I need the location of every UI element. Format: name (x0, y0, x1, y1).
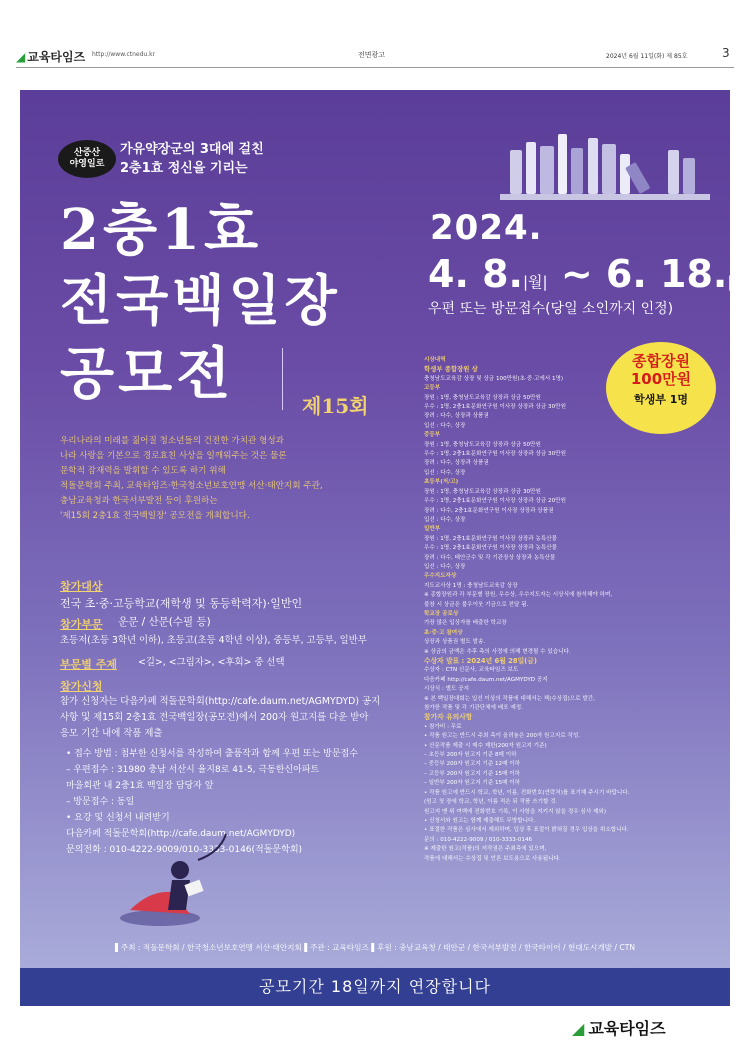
logo-mark-icon: ◢ (16, 50, 26, 64)
apply-line: 참가 신청자는 다음카페 적돌문학회(http://cafe.daum.net/AGMYDYD) 공지 (60, 696, 381, 707)
method-line: • 요강 및 신청서 내려받기 (66, 813, 170, 823)
date-separator: ~ (560, 252, 593, 296)
award-line: • 산문작품 제출 시 매수 제한(200자 원고지 기준) (424, 742, 547, 749)
method-line: – 방문접수 : 동일 (66, 797, 135, 807)
award-line: 수상자 : CTN 신문사, 교육타임즈 보도 (424, 667, 519, 674)
tagline-line-2: 2충1효 정신을 기리는 (120, 161, 248, 176)
award-line: 일반부 (424, 526, 441, 533)
reading-person-illustration (120, 830, 230, 930)
prize-target: 학생부 1명 (634, 393, 688, 406)
theme-heading: 부문별 주제 (60, 658, 117, 671)
header-divider (16, 67, 734, 68)
header-logo (16, 48, 85, 65)
intro-line: 적돌문학회 주최, 교육타임즈·한국청소년보호연맹 서산·태안지회 주관, (60, 481, 323, 491)
award-line: 우수 : 1명, 2충1효문화연구원 이사장 상장과 농특산물 (424, 545, 558, 552)
award-line: 불참 시 상금은 불우이웃 기금으로 전달 됨. (424, 601, 529, 608)
award-line: 참가한 작품 및 각 기관단체에 배포 예정. (424, 705, 523, 712)
extension-banner: 공모기간 18일까지 연장합니다 (20, 968, 730, 1006)
award-line: 우수 : 1명, 2충1효문화연구원 이사장 상장과 상금 20만원 (424, 498, 566, 505)
target-text: 전국 초·중·고등학교(재학생 및 동등학력자)·일반인 (60, 597, 303, 610)
page-number: 3 (722, 46, 730, 60)
tagline (120, 140, 264, 178)
award-line: • 표절한 작품은 심사에서 제외하며, 입상 후 표절이 밝혀질 경우 입상을 취소합니다. (424, 827, 629, 834)
event-year: 2024. (430, 208, 543, 248)
edition-label: 제15회 (302, 394, 369, 418)
title-line-1: 2충1효 (60, 197, 263, 263)
title-divider (282, 348, 283, 410)
award-line: 시상식 : 별도 공지 (424, 686, 470, 693)
submission-method: 우편 또는 방문접수(당일 소인까지 인정) (428, 301, 674, 317)
page-header (0, 0, 750, 72)
method-line: 다음카페 적돌문학회(http://cafe.daum.net/AGMYDYD) (66, 829, 296, 839)
award-line: – 중등부 200자 원고지 기준 12매 이하 (424, 761, 521, 768)
award-line: 입선 : 다수, 상장 (424, 469, 466, 476)
award-line: 우수 : 1명, 2충1효문화연구원 이사장 상장과 상금 30만원 (424, 451, 566, 458)
header-date: 2024년 6월 11일(화) 제 85호 (606, 53, 688, 60)
award-line: • 작품 원고에 반드시 학교, 학년, 이름, 전화번호(연락처)를 표기해 주시기 바랍니다. (424, 789, 630, 796)
award-line: • 참가비 : 무료 (424, 723, 462, 730)
award-line: 장원 : 1명, 충청남도교육감 상장과 상금 50만원 (424, 394, 541, 401)
award-line: 초·중·고 참여상 (424, 629, 463, 636)
prize-label: 종합장원 (632, 352, 690, 370)
award-line: 가장 많은 입상자를 배출한 학교장 (424, 620, 507, 627)
prize-amount: 100만원 (630, 370, 692, 388)
division-heading: 참가부문 (60, 618, 103, 631)
grand-prize-badge (606, 342, 716, 434)
sponsor-line: ▌주최 : 적돌문학회 / 한국청소년보호연맹 서산·태안지회 ▌주관 : 교육타임즈 ▌후원 : 충남교육청 / 태안군 / 한국서부발전 / 한국타이어 / 현대도시개발 / CTN (114, 943, 636, 952)
header-url[interactable]: http://www.ctnedu.kr (92, 51, 156, 58)
poster (20, 90, 752, 1006)
award-line: 상장과 상품권 별도 발송. (424, 639, 486, 646)
footer-logo-text: 교육타임즈 (588, 1019, 666, 1038)
award-line: 장원 : 1명, 충청남도교육감 상장과 상금 30만원 (424, 488, 541, 495)
award-line: 다음카페 http://cafe.daum.net/AGMYDYD 공지 (424, 676, 548, 683)
award-line: ※ 제출한 원고(작품)의 저작권은 주최측에 있으며, (424, 846, 547, 853)
award-line: 수상자 발표 : 2024년 6월 28일(금) (424, 657, 537, 665)
method-line: 마을회관 내 2충1효 백일장 담당자 앞 (66, 781, 214, 791)
end-date: 6. 18. (605, 252, 728, 296)
intro-line: 문학적 잠재력을 발휘할 수 있도록 하기 위해 (60, 466, 226, 476)
award-line: 우수지도자상 (424, 573, 457, 580)
award-line: 장려 : 다수, 태안군수 및 각 기관장상 상장과 농특산물 (424, 554, 556, 561)
award-line: 초등부(저/고) (424, 479, 459, 486)
title-line-3: 공모전 (60, 341, 235, 407)
award-line: 고등부 (424, 385, 441, 392)
apply-line: 응모 기간 내에 작품 제출 (60, 728, 163, 739)
award-line: 충청남도교육감 상장 및 상금 100만원(초·중·고에서 1명) (424, 375, 564, 382)
award-line: 장원 : 1명, 충청남도교육감 상장과 상금 50만원 (424, 441, 541, 448)
award-line: 문의 : 010-4222-9009 / 010-3333-0146 (424, 836, 533, 843)
award-line: ※ 종합장원과 각 부문별 장원, 우수상, 우수지도자는 시상식에 참석해야 하며, (424, 592, 613, 599)
apply-text (60, 694, 380, 742)
intro-line: 충남교육청과 한국서부발전 등이 후원하는 (60, 496, 218, 506)
start-day: 월 (528, 273, 543, 291)
award-line: 우수 : 1명, 2충1효문화연구원 이사장 상장과 상금 30만원 (424, 404, 566, 411)
logo-mark-icon: ◢ (572, 1019, 585, 1038)
event-dates: 4. 8.|월| ~ 6. 18.|화| (428, 252, 752, 296)
books-illustration (500, 120, 710, 200)
award-line: 장원 : 1명, 2충1효문화연구원 이사장 상장과 농특산물 (424, 535, 558, 542)
award-line: – 고등부 200자 원고지 기준 15매 이하 (424, 770, 521, 777)
award-line: 중등부 (424, 432, 441, 439)
award-line: 장려 : 다수, 2충1효문화연구원 이사장 상장과 상품권 (424, 507, 554, 514)
method-line: • 접수 방법 : 첨부한 신청서를 작성하여 출품작과 함께 우편 또는 방문접수 (66, 749, 358, 759)
division-text: 초등저(초등 3학년 이하), 초등고(초등 4학년 이상), 중등부, 고등부, 일반부 (60, 635, 367, 646)
method-line: – 우편접수 : 31980 충남 서산시 율지8로 41-5, 극동한신아파트 (66, 765, 320, 775)
award-line: ※ 상금의 금액은 추후 측의 사정에 의해 변경될 수 있습니다. (424, 648, 571, 655)
theme-text: <길>, <그림자>, <후회> 중 선택 (138, 657, 285, 668)
intro-text (60, 434, 390, 524)
award-line: (원고 첫 장에 학교, 학년, 이름 적은 뒤 작품 쓰기할 것. (424, 799, 558, 806)
award-line: 장려 : 다수, 상장과 상품권 (424, 460, 489, 467)
award-line: – 초등부 200자 원고지 기준 8매 이하 (424, 752, 517, 759)
award-line: 입선 : 다수, 상장 (424, 563, 466, 570)
award-line: 학교장 공로상 (424, 610, 459, 617)
footer-logo (572, 1016, 666, 1039)
start-date: 4. 8. (428, 252, 523, 296)
award-line: ※ 본 백일장대회는 입선 이상의 작품에 대해서는 책(수상집)으로 발간, (424, 695, 595, 702)
division-sub: 운문 / 산문(수필 등) (118, 616, 211, 628)
award-line: 시상내역 (424, 357, 446, 363)
intro-line: 우리나라의 미래를 짊어질 청소년들의 건전한 가치관 형성과 (60, 436, 284, 446)
target-heading: 참가대상 (60, 580, 103, 593)
award-line: • 신청서와 원고는 함께 제출해도 무방합니다. (424, 817, 536, 824)
award-line: 작품에 대해서는 수상집 및 언론 보도용으로 사용됩니다. (424, 855, 561, 862)
award-line: 장려 : 다수, 상장과 상품권 (424, 413, 489, 420)
award-line: 원고지 맨 위 여백에 전화번호 기록, 이 사항을 지키지 않을 경우 심사 제외) (424, 808, 607, 815)
award-line: 학생부 종합장원 상 (424, 365, 478, 374)
intro-line: '제15회 2충1효 전국백일장' 공모전을 개최합니다. (60, 511, 250, 521)
award-line: – 일반부 200자 원고지 기준 15매 이하 (424, 780, 521, 787)
award-line: 지도교사상 1명 : 충청남도교육감 상장 (424, 582, 518, 589)
apply-heading: 참가신청 (60, 680, 103, 693)
method-line: 문의전화 : 010-4222-9009/010-3333-0146(적돌문학회) (66, 845, 303, 855)
tagline-line-1: 가유약장군의 3대에 걸친 (120, 142, 264, 157)
award-line: 참가자 유의사항 (424, 713, 473, 722)
intro-line: 나라 사랑을 기본으로 경로효친 사상을 일깨워주는 것은 물론 (60, 451, 287, 461)
award-line: 입선 : 다수, 상장 (424, 516, 466, 523)
event-badge: 산중산 야영일로 (58, 140, 116, 178)
header-section: 전면광고 (358, 51, 386, 59)
award-line: 입선 : 다수, 상장 (424, 422, 466, 429)
end-day: 화 (732, 273, 747, 291)
award-line: • 작품 원고는 반드시 주최 측이 올려놓은 200자 원고지로 작성. (424, 733, 581, 740)
title-line-2: 전국백일장 (60, 268, 341, 332)
header-logo-text: 교육타임즈 (27, 50, 86, 64)
apply-line: 사항 및 제15회 2충1효 전국백일장(공모전)에서 200자 원고지를 다운 받아 (60, 712, 369, 723)
